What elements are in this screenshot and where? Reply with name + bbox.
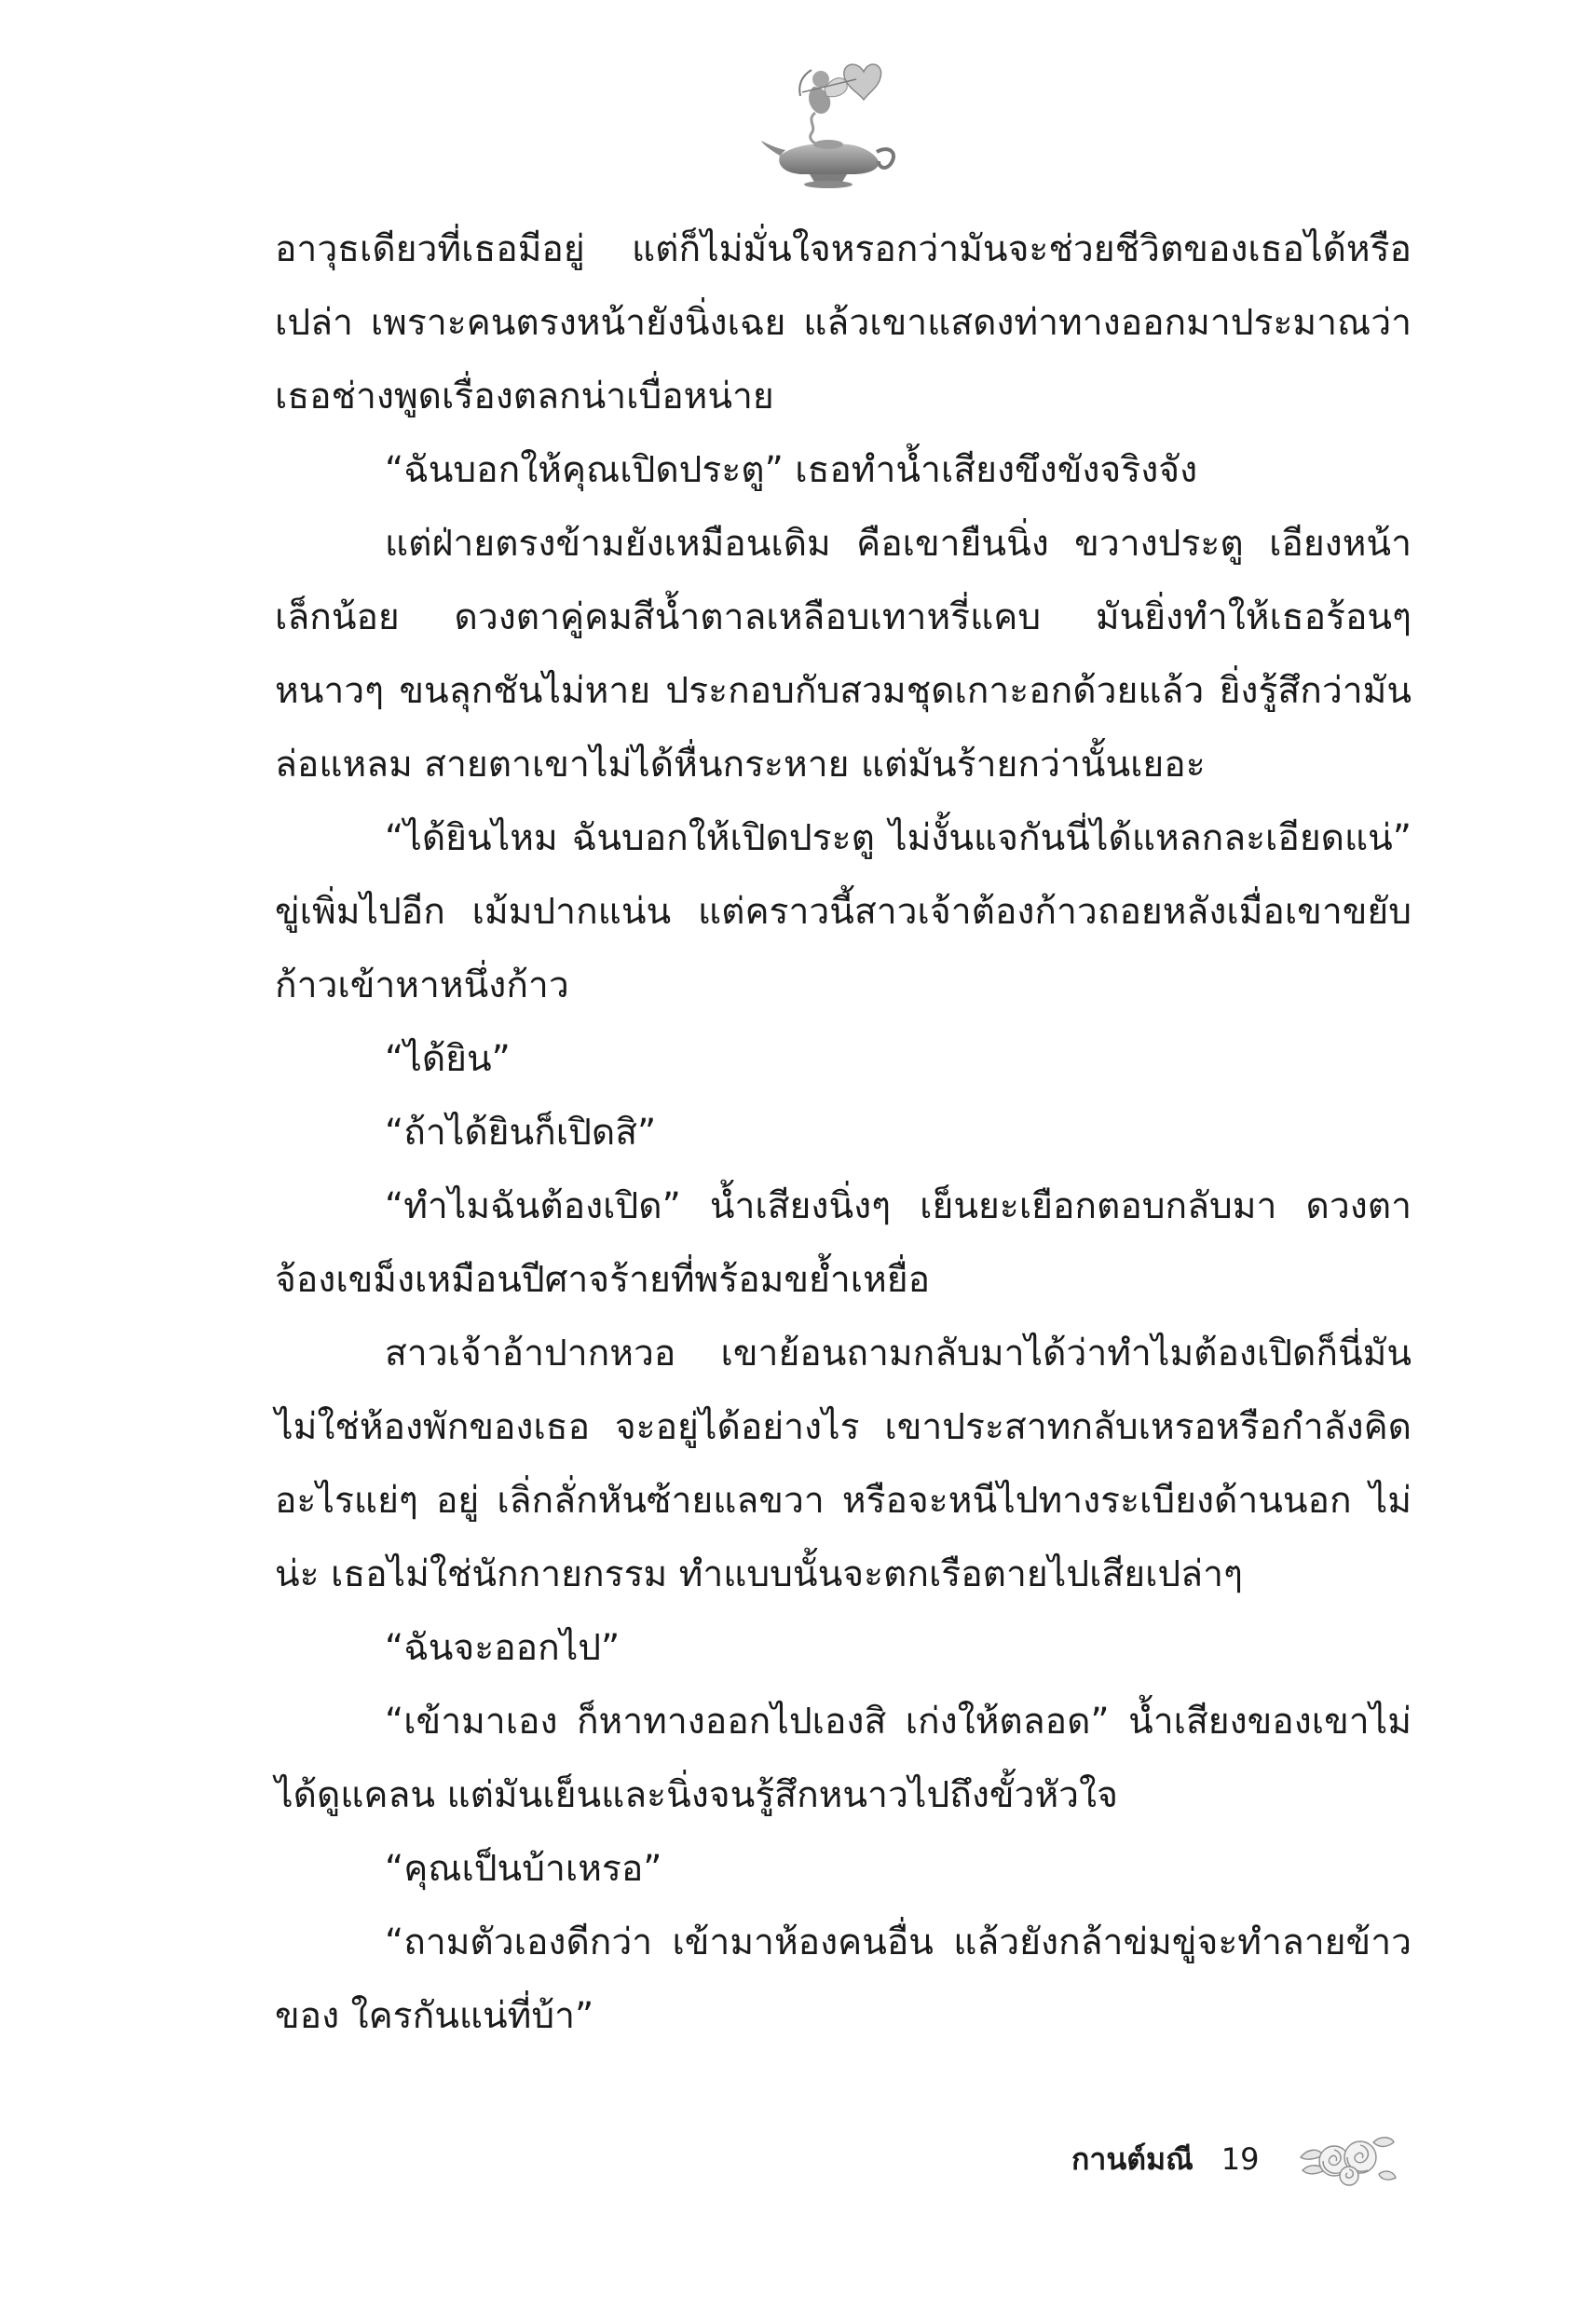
- paragraph: “ได้ยินไหม ฉันบอกให้เปิดประตู ไม่งั้นแจกันนี่ได้แหลกละเอียดแน่” ขู่เพิ่มไปอีก เม้มปากแน่น แต่คราวนี้สาวเจ้าต้องก้าวถอยหลังเมื่อเขาขยับก้าวเข้าหาหนึ่งก้าว: [275, 817, 1412, 1006]
- paragraph: “ถ้าได้ยินก็เปิดสิ”: [385, 1112, 657, 1154]
- paragraph: “ฉันบอกให้คุณเปิดประตู” เธอทำน้ำเสียงขึงขังจริงจัง: [385, 449, 1198, 491]
- paragraph: สาวเจ้าอ้าปากหวอ เขาย้อนถามกลับมาได้ว่าทำไมต้องเปิดก็นี่มันไม่ใช่ห้องพักของเธอ จะอยู่ได้อย่างไร เขาประสาทกลับเหรอหรือกำลังคิดอะไรแย่ๆ อยู่ เลิ่กลั่กหันซ้ายแลขวา หรือจะหนีไปทางระเบียงด้านนอก ไม่น่ะ เธอไม่ใช่นักกายกรรม ทำแบบนั้นจะตกเรือตายไปเสียเปล่าๆ: [275, 1333, 1412, 1595]
- paragraph: อาวุธเดียวที่เธอมีอยู่ แต่ก็ไม่มั่นใจหรอกว่ามันจะช่วยชีวิตของเธอได้หรือเปล่า เพราะคนตรงหน้ายังนิ่งเฉย แล้วเขาแสดงท่าทางออกมาประมาณว่าเธอช่างพูดเรื่องตลกน่าเบื่อหน่าย: [275, 228, 1412, 417]
- paragraph: “ถามตัวเองดีกว่า เข้ามาห้องคนอื่น แล้วยังกล้าข่มขู่จะทำลายข้าวของ ใครกันแน่ที่บ้า”: [275, 1921, 1412, 2037]
- paragraph: “ฉันจะออกไป”: [385, 1627, 621, 1669]
- paragraph: “ทำไมฉันต้องเปิด” น้ำเสียงนิ่งๆ เย็นยะเยือกตอบกลับมา ดวงตาจ้องเขม็งเหมือนปีศาจร้ายที่พร้อมขย้ำเหยื่อ: [275, 1185, 1412, 1301]
- page-footer: [1071, 2131, 1398, 2187]
- paragraph: “ได้ยิน”: [385, 1038, 511, 1080]
- roses-ornament-icon: [1295, 2129, 1398, 2189]
- page-number: 19: [1221, 2141, 1260, 2177]
- paragraph: “คุณเป็นบ้าเหรอ”: [385, 1848, 662, 1890]
- genie-lamp-cupid-icon: [759, 51, 908, 191]
- book-title: กานต์มณี: [1071, 2140, 1194, 2177]
- body-text: [275, 212, 1412, 2053]
- paragraph: แต่ฝ่ายตรงข้ามยังเหมือนเดิม คือเขายืนนิ่ง ขวางประตู เอียงหน้าเล็กน้อย ดวงตาคู่คมสีน้ำตาลเหลือบเทาหรี่แคบ มันยิ่งทำให้เธอร้อนๆ หนาวๆ ขนลุกชันไม่หาย ประกอบกับสวมชุดเกาะอกด้วยแล้ว ยิ่งรู้สึกว่ามันล่อแหลม สายตาเขาไม่ได้หื่นกระหาย แต่มันร้ายกว่านั้นเยอะ: [275, 523, 1412, 786]
- paragraph: “เข้ามาเอง ก็หาทางออกไปเองสิ เก่งให้ตลอด” น้ำเสียงของเขาไม่ได้ดูแคลน แต่มันเย็นและนิ่งจนรู้สึกหนาวไปถึงขั้วหัวใจ: [275, 1701, 1412, 1816]
